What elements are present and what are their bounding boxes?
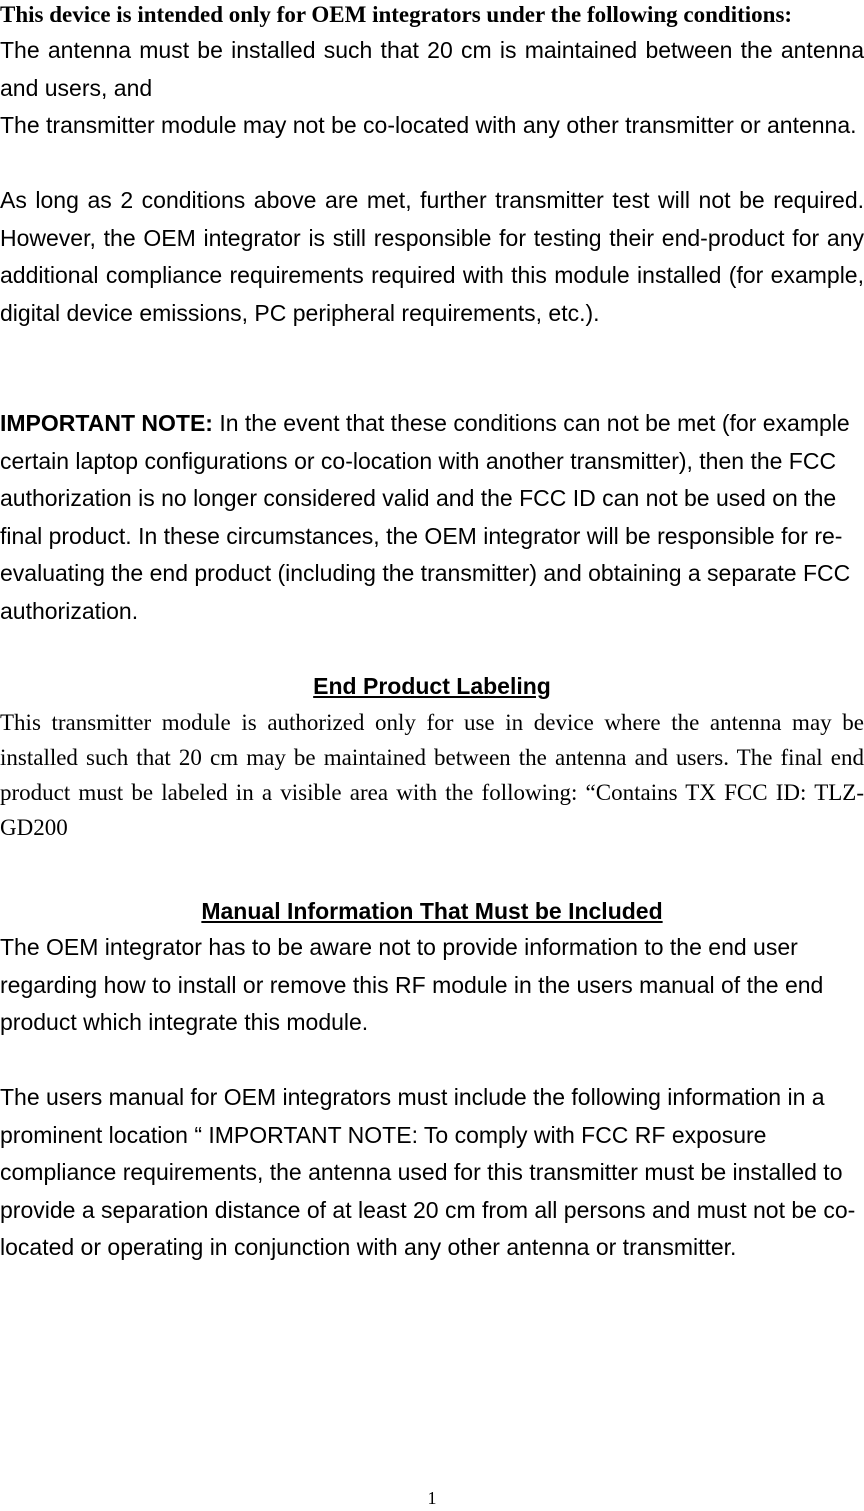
manual-information-heading: Manual Information That Must be Included — [201, 898, 663, 924]
manual-information-paragraph-2: The users manual for OEM integrators must include the following information in a prominent location “ IMPORTANT NOTE: To comply with FCC RF exposure compliance requirements, the antenna used for this transmitter must be installed to provide a separation distance of at least 20 cm from all persons and must not be co-located or operating in conjunction with any other antenna or transmitter. — [0, 1084, 856, 1260]
end-product-labeling-text: This transmitter module is authorized only for use in device where the antenna may be installed such that 20 cm may be maintained between the antenna and users. The final end product must be labeled in a visible area with the following: “Contains TX FCC ID: TLZ-GD200 — [0, 710, 864, 840]
condition-antenna-distance: The antenna must be installed such that 20 cm is maintained between the antenna and users, and — [0, 37, 864, 101]
oem-conditions-title: This device is intended only for OEM integrators under the following conditions: — [0, 2, 793, 27]
conditions-paragraph: As long as 2 conditions above are met, further transmitter test will not be required. However, the OEM integrator is still responsible for testing their end-product for any additional compliance requirements required with this module installed (for example, digital device emissions, PC peripheral requirements, etc.). — [0, 187, 864, 326]
important-note-text: In the event that these conditions can not be met (for example certain laptop configurations or co-location with another transmitter), then the FCC authorization is no longer considered valid and the FCC ID can not be used on the final product. In these circumstances, the OEM integrator will be responsible for re-evaluating the end product (including the transmitter) and obtaining a separate FCC authorization. — [0, 410, 851, 624]
end-product-labeling-heading: End Product Labeling — [313, 673, 551, 699]
condition-no-colocation: The transmitter module may not be co-located with any other transmitter or antenna. — [0, 112, 857, 138]
important-note-label: IMPORTANT NOTE: — [0, 410, 213, 436]
manual-information-paragraph-1: The OEM integrator has to be aware not to provide information to the end user regarding how to install or remove this RF module in the users manual of the end product which integrate this module. — [0, 934, 824, 1035]
important-note-paragraph — [0, 405, 860, 630]
page-number: 1 — [427, 1488, 437, 1508]
